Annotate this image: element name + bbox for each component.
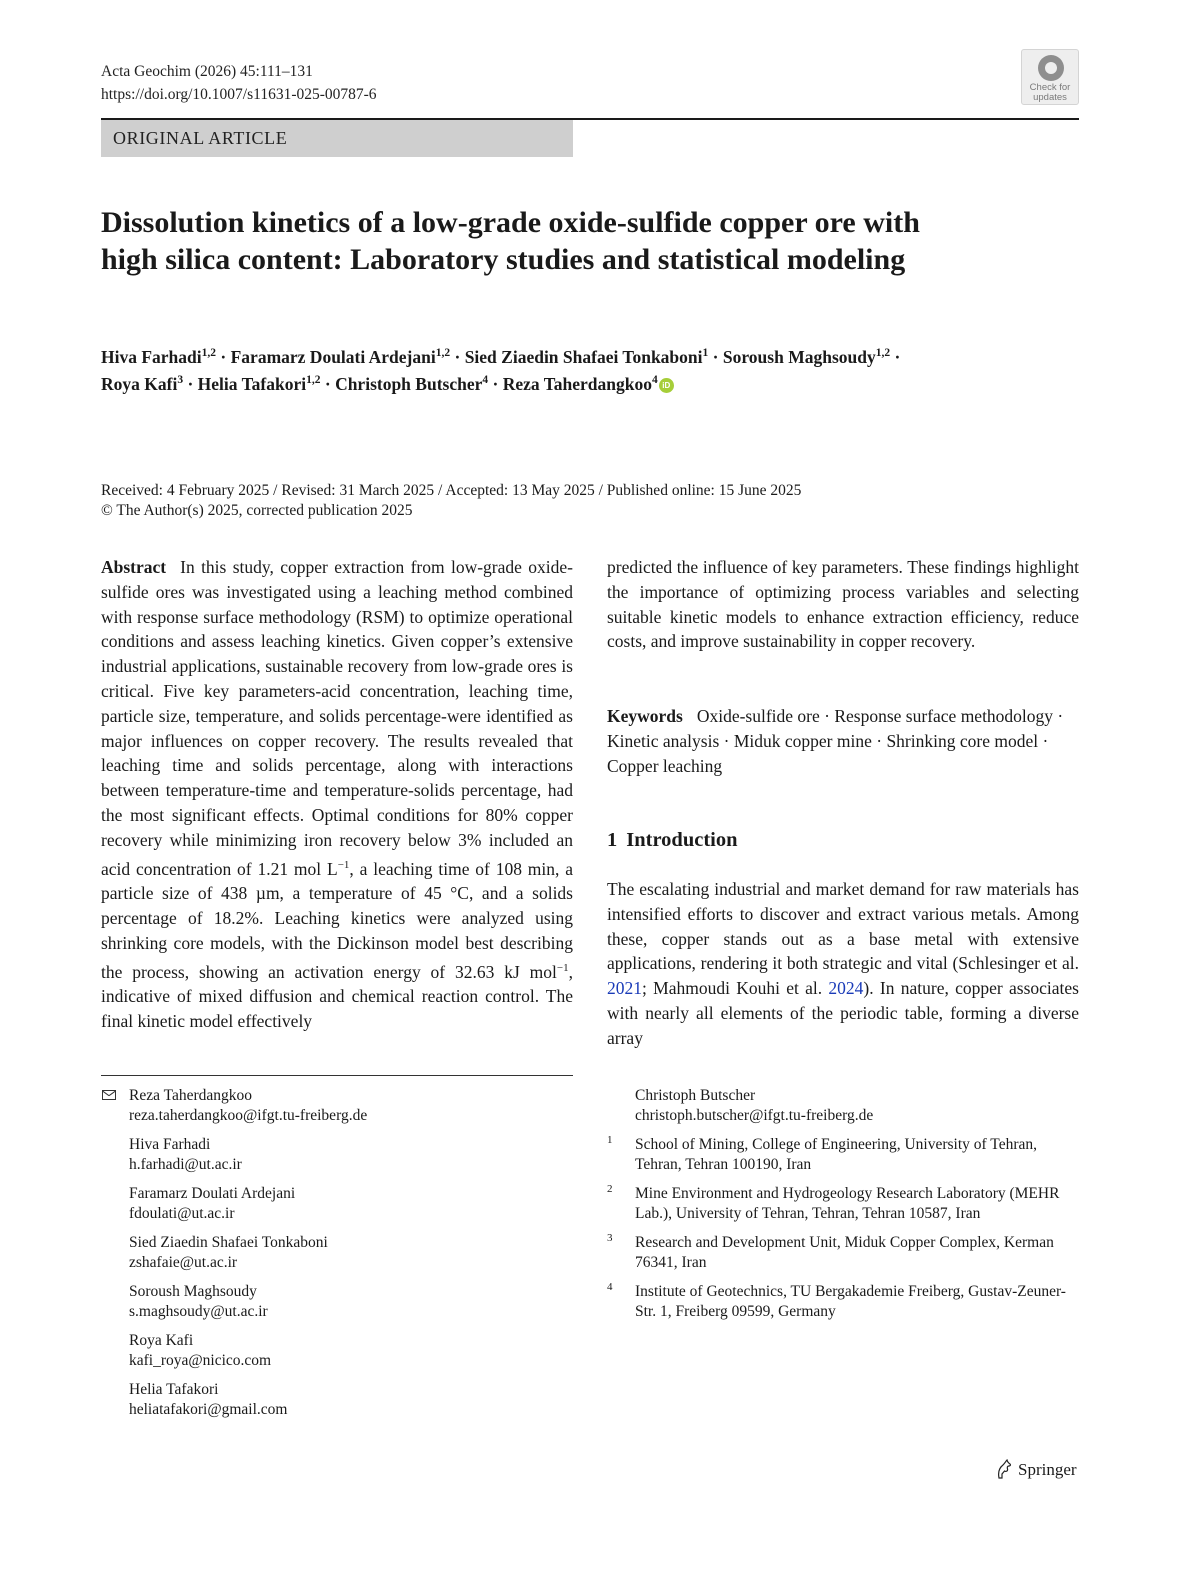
- contact-email[interactable]: fdoulati@ut.ac.ir: [129, 1204, 235, 1222]
- author-affiliation-ref: 1,2: [435, 347, 451, 360]
- keywords-text: Oxide-sulfide ore · Response surface methodology · Kinetic analysis · Miduk copper mine · Shrinking core model · Copper leaching: [607, 706, 1064, 776]
- contact-name: Hiva Farhadi: [129, 1136, 211, 1153]
- publisher-name: Springer: [1018, 1460, 1077, 1479]
- affiliation: [607, 1135, 1079, 1174]
- author-affiliation-ref: 4: [651, 374, 658, 387]
- affiliation-number: 4: [607, 1281, 613, 1293]
- crossmark-icon: [1038, 55, 1064, 81]
- contact-email[interactable]: heliatafakori@gmail.com: [129, 1400, 288, 1418]
- author-contacts: [101, 1086, 573, 1429]
- section-number: 1: [607, 829, 618, 851]
- abstract-text-3a: , indicative of mixed diffusion and chemical reaction control. The final kinetic model effectively: [101, 961, 573, 1031]
- abstract-left-column: [101, 555, 573, 1051]
- abstract-right-column: [607, 555, 1079, 654]
- unit-exponent: −1: [556, 961, 569, 974]
- contact-name: Roya Kafi: [129, 1332, 194, 1349]
- journal-citation: Acta Geochim (2026) 45:111–131: [101, 63, 313, 80]
- intro-text: ). In nature, copper associates with nearly all elements of the periodic table, forming a diverse array: [607, 978, 1079, 1048]
- affiliation-text: Mine Environment and Hydrogeology Research Laboratory (MEHR Lab.), University of Tehran, Tehran, Tehran 10587, Iran: [635, 1185, 1060, 1222]
- author-contact: [101, 1135, 573, 1174]
- author-contact: [607, 1086, 1079, 1125]
- corresponding-author: [101, 1086, 573, 1125]
- author-name[interactable]: Helia Tafakori: [197, 374, 307, 394]
- author-contact: [101, 1380, 573, 1419]
- abstract-continuation: predicted the influence of key parameters. These findings highlight the importance of optimizing process variables and selecting suitable kinetic models to enhance extraction efficiency, reduce costs, and improve sustainability in copper recovery.: [607, 557, 1079, 652]
- contact-name: Faramarz Doulati Ardejani: [129, 1185, 296, 1202]
- abstract: [101, 555, 573, 1034]
- contact-email[interactable]: reza.taherdangkoo@ifgt.tu-freiberg.de: [129, 1106, 368, 1124]
- section-heading-introduction: [607, 826, 738, 854]
- affiliation-text: Research and Development Unit, Miduk Copper Complex, Kerman 76341, Iran: [635, 1234, 1054, 1271]
- contact-email[interactable]: christoph.butscher@ifgt.tu-freiberg.de: [635, 1106, 874, 1124]
- crossmark-label: [1022, 83, 1078, 103]
- author-name[interactable]: Roya Kafi: [101, 374, 178, 394]
- crossmark-line1: Check for: [1029, 82, 1071, 93]
- affiliation-number: 2: [607, 1183, 613, 1195]
- unit-exponent: −1: [337, 858, 350, 871]
- affiliation-text: Institute of Geotechnics, TU Bergakademie Freiberg, Gustav-Zeuner-Str. 1, Freiberg 09599, Germany: [635, 1283, 1066, 1320]
- intro-text: The escalating industrial and market demand for raw materials has intensified efforts to discover and extract various metals. Among these, copper stands out as a base metal with extensive applications, rendering it both strategic and vital (Schlesinger et al.: [607, 879, 1079, 974]
- copyright-notice: © The Author(s) 2025, corrected publication 2025: [101, 502, 413, 519]
- citation-link[interactable]: 2024: [828, 978, 864, 999]
- introduction-body: [607, 877, 1079, 1051]
- footnote-rule: [101, 1075, 573, 1076]
- article-title: Dissolution kinetics of a low-grade oxide-sulfide copper ore with high silica content: Laboratory studies and statistical modeling: [101, 206, 920, 276]
- publisher-logo: [995, 1458, 1077, 1482]
- contacts-and-affiliations: [607, 1086, 1079, 1331]
- abstract-text-2: , a leaching time of 108 min, a particle size of 438 µm, a temperature of 45 °C, and a solids percentage of 18.2%. Leaching kinetics were analyzed using shrinking core models, with the Dickinson model best describing the process, showing an activation energy of 32.63 kJ mol: [101, 858, 573, 982]
- springer-horse-icon: [995, 1459, 1013, 1479]
- section-title: Introduction: [626, 829, 738, 851]
- keywords-block: [607, 704, 1079, 778]
- affiliation-text: School of Mining, College of Engineering, University of Tehran, Tehran, Tehran 100190, Iran: [635, 1136, 1037, 1173]
- crossmark-line2: updates: [1033, 92, 1067, 103]
- citation-link[interactable]: 2021: [607, 978, 642, 999]
- author-contact: [101, 1331, 573, 1370]
- abstract-text-1: In this study, copper extraction from low-grade oxide-sulfide ores was investigated using a leaching method combined with response surface methodology (RSM) to optimize operational conditions and assess leaching kinetics. Given copper’s extensive industrial applications, sustainable recovery from low-grade ores is critical. Five key parameters-acid concentration, leaching time, particle size, temperature, and solids percentage-were identified as major influences on copper recovery. The results revealed that leaching time and solids percentage, along with interactions between temperature-time and temperature-solids percentage, had the most significant effects. Optimal conditions for 80% copper recovery while minimizing iron recovery below 3% included an acid concentration of 1.21 mol L: [101, 557, 573, 879]
- contact-name: Sied Ziaedin Shafaei Tonkaboni: [129, 1234, 328, 1251]
- author-affiliation-ref: 1,2: [875, 347, 891, 360]
- article-type-banner: ORIGINAL ARTICLE: [101, 120, 573, 157]
- affiliation: [607, 1233, 1079, 1272]
- contact-name: Helia Tafakori: [129, 1381, 219, 1398]
- contact-name: Soroush Maghsoudy: [129, 1283, 257, 1300]
- keywords-label: Keywords: [607, 706, 683, 726]
- publication-dates: [101, 481, 1081, 521]
- author-contact: [101, 1184, 573, 1223]
- orcid-icon[interactable]: iD: [659, 378, 674, 393]
- author-affiliation-ref: 3: [177, 374, 184, 387]
- affiliation: [607, 1282, 1079, 1321]
- introduction-paragraph: [607, 877, 1079, 1051]
- author-name[interactable]: Faramarz Doulati Ardejani: [230, 347, 436, 367]
- author-affiliation-ref: 1,2: [306, 374, 321, 387]
- author-affiliation-ref: 4: [482, 374, 489, 387]
- author-contact: [101, 1282, 573, 1321]
- author-contact: [101, 1233, 573, 1272]
- check-for-updates-button[interactable]: [1021, 49, 1079, 105]
- contact-email[interactable]: h.farhadi@ut.ac.ir: [129, 1155, 242, 1173]
- author-name[interactable]: Hiva Farhadi: [101, 347, 202, 367]
- affiliation: [607, 1184, 1079, 1223]
- author-affiliation-ref: 1: [702, 347, 709, 360]
- contact-email[interactable]: zshafaie@ut.ac.ir: [129, 1253, 238, 1271]
- author-list: Hiva Farhadi$^{1,2}$ · Faramarz Doulati Ardejani$^{1,2}$ · Sied Ziaedin Shafaei Tonkaboni$^1$ · Soroush Maghsoudy$^{1,2}$ · Roya Kafi$^3$ · Helia Tafakori$^{1,2}$ · Christoph Butscher$^4$ · Reza Taherdangkoo$^4$ iD: [101, 347, 901, 394]
- contact-name: Christoph Butscher: [635, 1087, 756, 1104]
- author-name[interactable]: Christoph Butscher: [335, 374, 483, 394]
- envelope-icon: [102, 1090, 116, 1100]
- contact-email[interactable]: kafi_roya@nicico.com: [129, 1351, 272, 1369]
- contact-name: Reza Taherdangkoo: [129, 1087, 253, 1104]
- affiliation-number: 1: [607, 1134, 613, 1146]
- author-name[interactable]: Soroush Maghsoudy: [722, 347, 876, 367]
- affiliation-number: 3: [607, 1232, 613, 1244]
- author-name[interactable]: Sied Ziaedin Shafaei Tonkaboni: [464, 347, 703, 367]
- author-affiliation-ref: 1,2: [201, 347, 217, 360]
- abstract-label: Abstract: [101, 557, 167, 577]
- doi-link[interactable]: https://doi.org/10.1007/s11631-025-00787-6: [101, 86, 377, 103]
- history-dates: Received: 4 February 2025 / Revised: 31 March 2025 / Accepted: 13 May 2025 / Published online: 15 June 2025: [101, 482, 802, 499]
- intro-text: ; Mahmoudi Kouhi et al.: [642, 978, 829, 999]
- contact-email[interactable]: s.maghsoudy@ut.ac.ir: [129, 1302, 268, 1320]
- author-name[interactable]: Reza Taherdangkoo: [502, 374, 652, 394]
